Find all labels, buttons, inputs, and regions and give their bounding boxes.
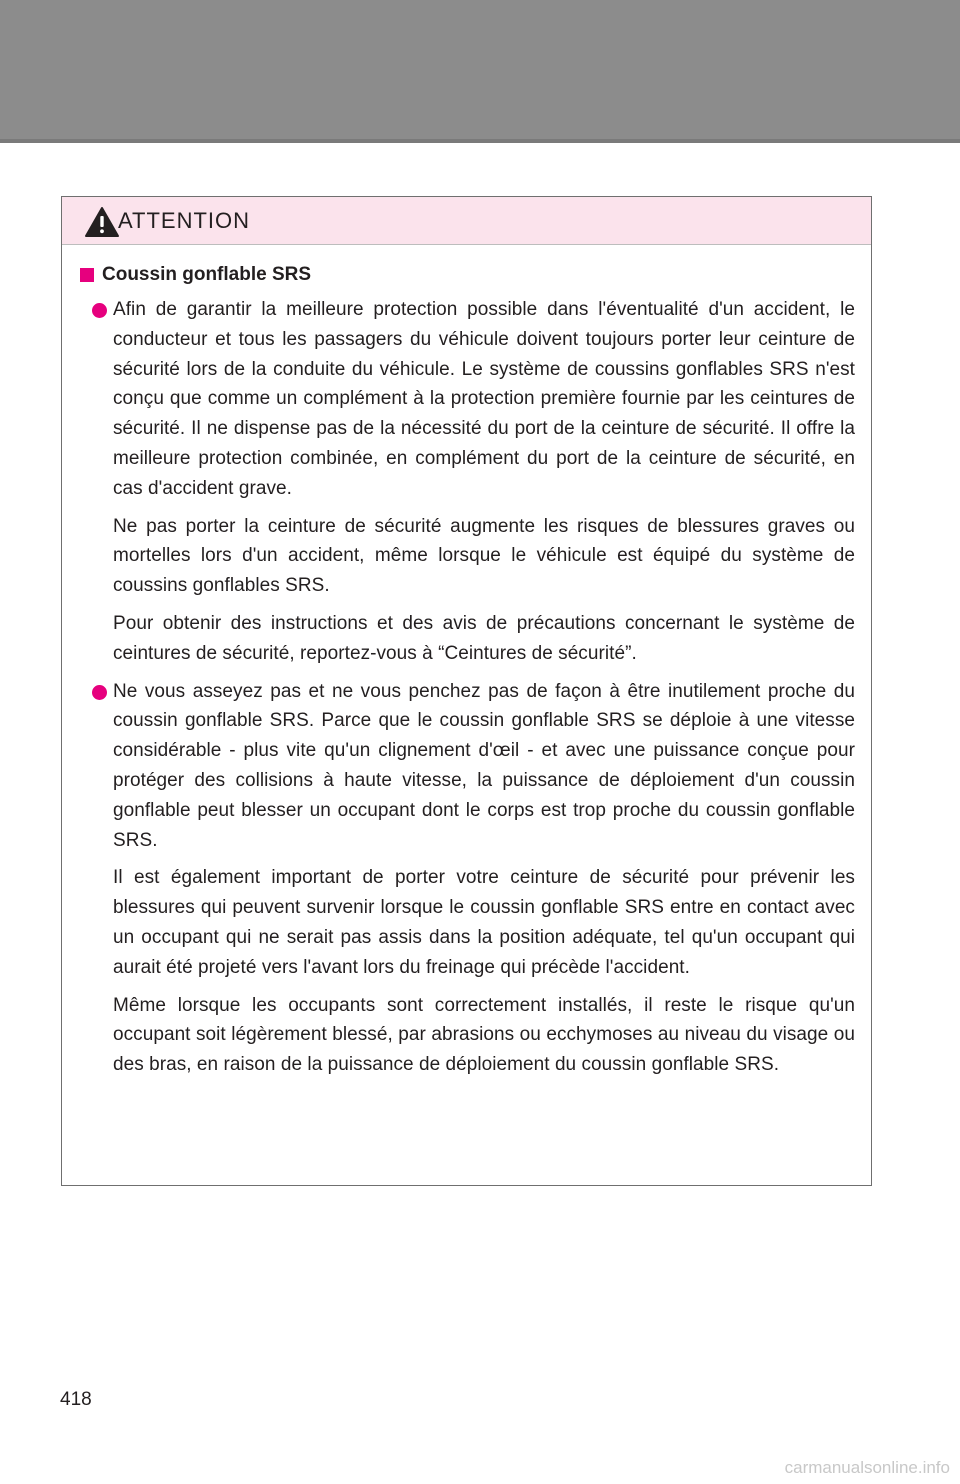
page-number: 418 xyxy=(60,1389,92,1410)
warning-title: ATTENTION xyxy=(118,208,251,233)
warning-box xyxy=(61,196,872,1186)
circle-bullet-icon xyxy=(92,303,107,318)
section-heading xyxy=(80,261,855,289)
warning-triangle-icon xyxy=(84,206,120,238)
warning-header xyxy=(62,197,871,245)
watermark: carmanualsonline.info xyxy=(784,1458,950,1477)
square-bullet-icon xyxy=(80,268,94,282)
bullet-item xyxy=(80,295,855,669)
paragraph: Afin de garantir la meilleure protection possible dans l'éventualité d'un accident, le conducteur et tous les passagers du véhicule doivent toujours porter leur ceinture de sécurité lors de la conduite du véhicule. Le système de coussins gonflables SRS n'est conçu que comme un complément à la protection première fournie par les ceintures de sécurité. Il ne dispense pas de la nécessité du port de la ceinture de sécurité. Il offre la meilleure protection combinée, en complément du port de la ceinture de sécurité, en cas d'accident grave. xyxy=(113,299,855,499)
circle-bullet-icon xyxy=(92,685,107,700)
paragraph: Il est également important de porter votre ceinture de sécurité pour prévenir les blessures qui peuvent survenir lorsque le coussin gonflable SRS entre en contact avec un occupant qui ne serait pas assis dans la position adéquate, tel qu'un occupant qui aurait été projeté vers l'avant lors du freinage qui précède l'accident. xyxy=(113,867,855,978)
paragraph: Pour obtenir des instructions et des avis de précautions concernant le système de ceintures de sécurité, reportez-vous à “Ceintures de sécurité”. xyxy=(113,612,855,664)
paragraph: Même lorsque les occupants sont correctement installés, il reste le risque qu'un occupant soit légèrement blessé, par abrasions ou ecchymoses au niveau du visage ou des bras, en raison de la puissance de déploiement du coussin gonflable SRS. xyxy=(113,994,855,1076)
section-title: Coussin gonflable SRS xyxy=(102,264,312,285)
bullet-item xyxy=(80,677,855,1080)
paragraph: Ne vous asseyez pas et ne vous penchez pas de façon à être inutilement proche du coussin gonflable SRS. Parce que le coussin gonflable SRS se déploie à une vitesse considérable - plus vite qu'un clignement d'œil - et avec une puissance conçue pour protéger des collisions à haute vitesse, la puissance de déploiement d'un coussin gonflable peut blesser un occupant dont le corps est trop proche du coussin gonflable SRS. xyxy=(113,680,855,851)
warning-body xyxy=(62,245,871,1080)
paragraph: Ne pas porter la ceinture de sécurité augmente les risques de blessures graves ou mortelles lors d'un accident, même lorsque le véhicule est équipé du système de coussins gonflables SRS. xyxy=(113,515,855,597)
page-header-band xyxy=(0,0,960,143)
